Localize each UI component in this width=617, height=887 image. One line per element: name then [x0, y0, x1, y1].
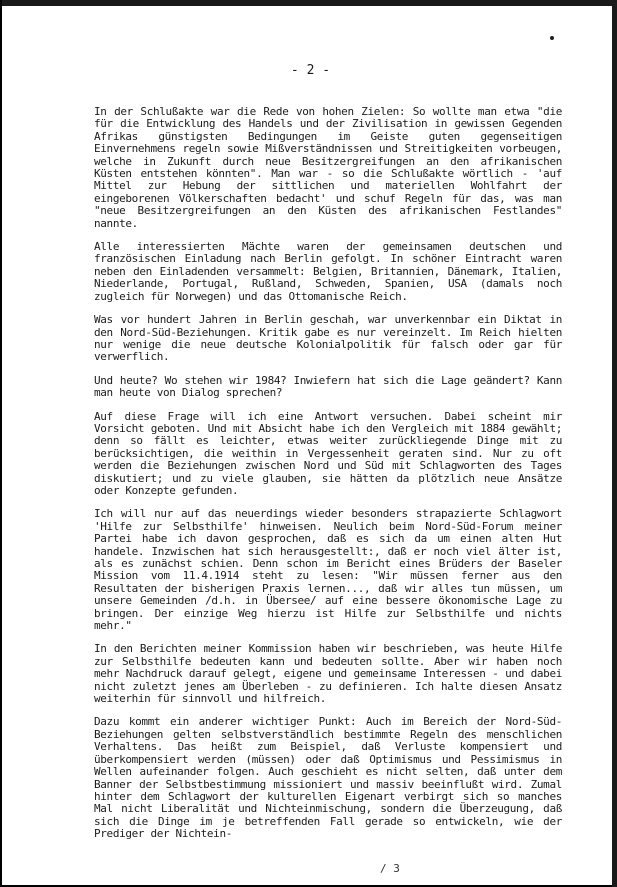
paragraph-8: Dazu kommt ein anderer wichtiger Punkt: Auch im Bereich der Nord-Süd-Beziehungen gelten selbstverständlich bestimmte Regeln des menschlichen Verhaltens. Das heißt zum Beispiel, daß Verluste kompensiert und überkompensiert werden (müssen) oder daß Optimismus und Pessimismus in Wellen aufeinander folgen. Auch geschieht es nicht selten, daß unter dem Banner der Selbstbestimmung missioniert und massiv beeinflußt wird. Zumal hinter dem Schlagwort der kulturellen Eigenart verbirgt sich so manches Mal nicht Liberalität und Nichteinmischung, sondern die Überzeugung, daß sich die Dinge im je betreffenden Fall gerade so entwickeln, wie der Prediger der Nichtein- [94, 715, 562, 841]
scan-right-border [612, 0, 617, 887]
paragraph-6: Ich will nur auf das neuerdings wieder besonders strapazierte Schlagwort 'Hilfe zur Selbsthilfe' hinweisen. Neulich beim Nord-Süd-Forum meiner Partei habe ich davon gesprochen, daß es sich da um einen alten Hut handele. Inzwischen hat sich herausgestellt:, daß er noch viel älter ist, als es zunächst schien. Denn schon im Bericht eines Brüders der Baseler Mission vom 11.4.1914 steht zu lesen: "Wir müssen ferner aus den Resultaten der bisherigen Praxis lernen..., daß wir alles tun müssen, um unsere Gemeinden /d.h. in Übersee/ auf eine bessere ökonomische Lage zu bringen. Der einzige Weg hierzu ist Hilfe zur Selbsthilfe und nichts mehr." [94, 507, 562, 633]
scan-speck [550, 36, 554, 40]
paragraph-7: In den Berichten meiner Kommission haben wir beschrieben, was heute Hilfe zur Selbsthilfe bedeuten kann und bedeuten sollte. Aber wir haben noch mehr Nachdruck darauf gelegt, eigene und gemeinsame Interessen - und dabei nicht zuletzt jenes am Überleben - zu definieren. Ich halte diesen Ansatz weiterhin für sinnvoll und hilfreich. [94, 642, 562, 706]
paragraph-3: Was vor hundert Jahren in Berlin geschah, war unverkennbar ein Diktat in den Nord-Süd-Beziehungen. Kritik gabe es nur vereinzelt. Im Reich hielten nur wenige die neue deutsche Kolonialpolitik für falsch oder gar für verwerflich. [94, 313, 562, 364]
continuation-mark: / 3 [380, 862, 400, 875]
document-body [94, 106, 562, 841]
paragraph-4: Und heute? Wo stehen wir 1984? Inwiefern hat sich die Lage geändert? Kann man heute von Dialog sprechen? [94, 373, 562, 400]
scan-top-border [2, 0, 617, 6]
page-number: - 2 - [290, 63, 331, 78]
paragraph-2: Alle interessierten Mächte waren der gemeinsamen deutschen und französischen Einladung nach Berlin gefolgt. In schöner Eintracht waren neben den Einladenden versammelt: Belgien, Britannien, Dänemark, Italien, Niederlande, Portugal, Rußland, Schweden, Spanien, USA (damals noch zugleich für Norwegen) und das Ottomanische Reich. [94, 240, 562, 303]
paragraph-5: Auf diese Frage will ich eine Antwort versuchen. Dabei scheint mir Vorsicht geboten. Und mit Absicht habe ich den Vergleich mit 1884 gewählt; denn so fällt es leichter, etwas weiter zurückliegende Dinge mit zu berücksichtigen, die weithin in Vergessenheit geraten sind. Nur zu oft werden die Beziehungen zwischen Nord und Süd mit Schlagworten des Tages diskutiert; und zu viele glauben, sie hätten da plötzlich neue Ansätze oder Konzepte gefunden. [94, 409, 562, 497]
paragraph-1: In der Schlußakte war die Rede von hohen Zielen: So wollte man etwa "die für die Entwicklung des Handels und der Zivilisation in gewissen Gegenden Afrikas günstigsten Bedingungen im Geiste guten gegenseitigen Einvernehmens regeln sowie Mißverständnissen und Streitigkeiten vorbeugen, welche in Zukunft durch neue Besitzergreifungen an den afrikanischen Küsten entstehen könnten". Man war - so die Schlußakte wörtlich - 'auf Mittel zur Hebung der sittlichen und materiellen Wohlfahrt der eingeborenen Völkerschaften bedacht' und schuf Regeln für das, was man "neue Besitzergreifungen an den Küsten des afrikanischen Festlandes" nannte. [94, 105, 562, 230]
